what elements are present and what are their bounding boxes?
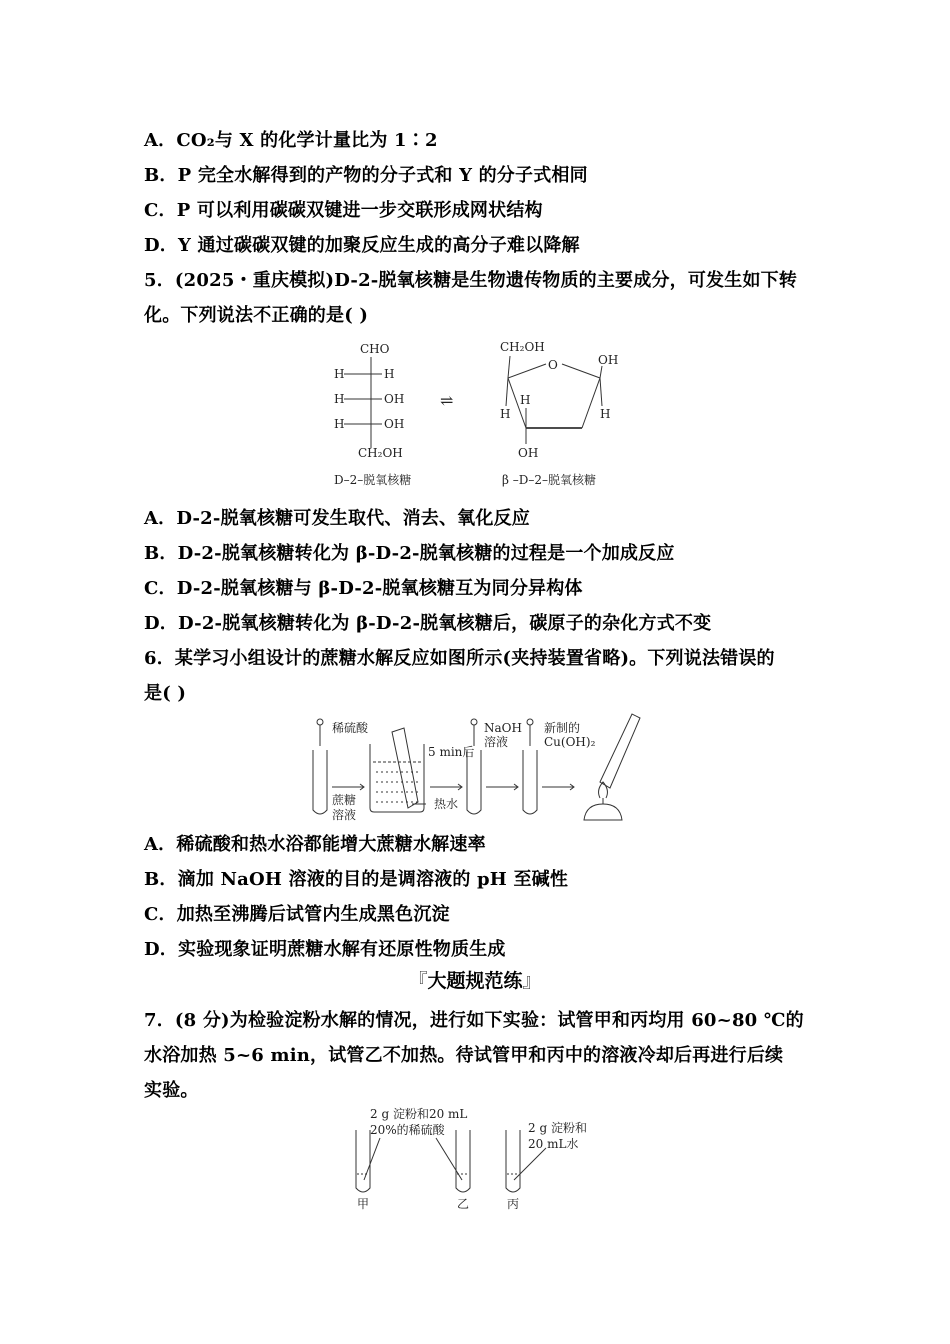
ring-oh-bottom: OH <box>518 446 539 460</box>
ring-oxygen: O <box>548 358 558 372</box>
fischer-oh3-right: OH <box>384 417 405 431</box>
fischer-h1-left: H <box>334 367 345 381</box>
deoxyribose-figure <box>320 336 640 496</box>
section-title: 大题规范练 <box>427 970 523 992</box>
label-hot-water: 热水 <box>434 797 459 811</box>
section-right-bracket: 』 <box>522 970 542 992</box>
label-starch-water-1: 2 g 淀粉和 <box>528 1121 587 1135</box>
label-fresh-1: 新制的 <box>544 721 581 735</box>
q7-stem-line2: 水浴加热 5~6 min，试管乙不加热。待试管甲和丙中的溶液冷却后再进行后续 <box>144 1045 784 1066</box>
sucrose-hydrolysis-figure <box>300 712 650 824</box>
q4-option-a: A．CO₂与 X 的化学计量比为 1∶2 <box>144 130 438 151</box>
q5-stem-line1: 5．(2025・重庆模拟)D-2-脱氧核糖是生物遗传物质的主要成分，可发生如下转 <box>144 270 798 291</box>
q4-option-b: B．P 完全水解得到的产物的分子式和 Y 的分子式相同 <box>144 165 588 186</box>
section-left-bracket: 『 <box>408 970 428 992</box>
label-naoh-2: 溶液 <box>484 735 509 749</box>
q5-option-a: A．D-2-脱氧核糖可发生取代、消去、氧化反应 <box>144 508 530 529</box>
label-5-min: 5 min后 <box>428 745 475 759</box>
label-naoh-1: NaOH <box>484 721 522 735</box>
q7-stem-line3: 实验。 <box>144 1080 199 1101</box>
starch-hydrolysis-figure <box>340 1102 620 1214</box>
q6-option-b: B．滴加 NaOH 溶液的目的是调溶液的 pH 至碱性 <box>144 869 569 890</box>
q6-stem-line2: 是( ) <box>144 683 187 704</box>
equilibrium-arrow-icon: ⇌ <box>440 391 454 410</box>
label-fresh-2: Cu(OH)₂ <box>544 735 596 749</box>
q6-option-d: D．实验现象证明蔗糖水解有还原性物质生成 <box>144 939 506 960</box>
fischer-h2-left: H <box>334 392 345 406</box>
fischer-ch2oh: CH₂OH <box>358 446 403 460</box>
q4-option-d: D．Y 通过碳碳双键的加聚反应生成的高分子难以降解 <box>144 235 580 256</box>
label-starch-acid-2: 20%的稀硫酸 <box>370 1123 445 1137</box>
q4-option-c: C．P 可以利用碳碳双键进一步交联形成网状结构 <box>144 200 543 221</box>
q6-stem-line1: 6．某学习小组设计的蔗糖水解反应如图所示(夹持装置省略)。下列说法错误的 <box>144 648 775 669</box>
ring-h-inner: H <box>520 393 531 407</box>
section-heading <box>0 966 950 993</box>
caption-d-deoxyribose: D–2–脱氧核糖 <box>334 473 412 487</box>
q6-option-c: C．加热至沸腾后试管内生成黑色沉淀 <box>144 904 450 925</box>
fischer-cho: CHO <box>360 342 390 356</box>
label-starch-water-2: 20 mL水 <box>528 1137 579 1151</box>
q5-option-d: D．D-2-脱氧核糖转化为 β-D-2-脱氧核糖后，碳原子的杂化方式不变 <box>144 613 712 634</box>
ring-oh-right: OH <box>598 353 619 367</box>
label-sucrose-1: 蔗糖 <box>332 793 357 807</box>
fischer-h1-right: H <box>384 367 395 381</box>
label-sucrose-2: 溶液 <box>332 808 357 822</box>
q7-stem-line1: 7．(8 分)为检验淀粉水解的情况，进行如下实验：试管甲和丙均用 60~80 ℃的 <box>144 1010 804 1031</box>
label-tube-yi: 乙 <box>457 1197 470 1211</box>
q5-option-c: C．D-2-脱氧核糖与 β-D-2-脱氧核糖互为同分异构体 <box>144 578 583 599</box>
label-tube-bing: 丙 <box>507 1197 520 1211</box>
caption-beta-deoxyribose: β –D–2–脱氧核糖 <box>502 473 597 487</box>
ring-h-left: H <box>500 407 511 421</box>
label-dilute-sulfuric-acid: 稀硫酸 <box>332 721 369 735</box>
ring-ch2oh: CH₂OH <box>500 340 545 354</box>
q5-option-b: B．D-2-脱氧核糖转化为 β-D-2-脱氧核糖的过程是一个加成反应 <box>144 543 675 564</box>
q6-option-a: A．稀硫酸和热水浴都能增大蔗糖水解速率 <box>144 834 486 855</box>
q5-stem-line2: 化。下列说法不正确的是( ) <box>144 305 369 326</box>
fischer-h3-left: H <box>334 417 345 431</box>
label-starch-acid-1: 2 g 淀粉和20 mL <box>370 1107 468 1121</box>
fischer-oh2-right: OH <box>384 392 405 406</box>
ring-h-right: H <box>600 407 611 421</box>
label-tube-jia: 甲 <box>357 1197 370 1211</box>
